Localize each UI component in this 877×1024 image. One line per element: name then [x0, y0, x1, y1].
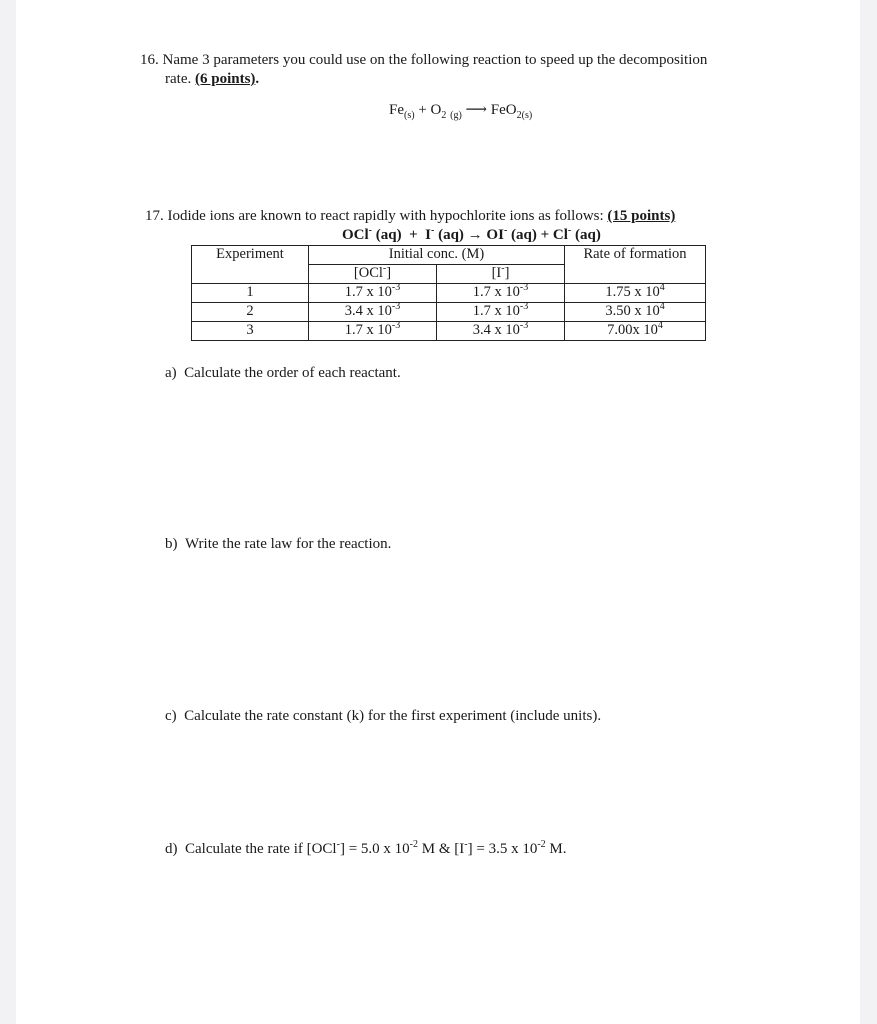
document-page [16, 0, 860, 1024]
cell-rate-exp: 4 [659, 301, 665, 313]
cell-i [437, 284, 565, 303]
cell-ocl [309, 322, 437, 341]
part-d-charge2: - [464, 839, 468, 850]
q17-points: (15 points) [607, 208, 676, 224]
cell-ocl-value: 1.7 x 10 [344, 322, 392, 338]
table-row [192, 303, 706, 322]
q16-period: . [255, 71, 260, 87]
part-a-label: a) [165, 365, 177, 381]
table-header-row [192, 246, 706, 265]
part-c-text: Calculate the rate constant (k) for the first experiment (include units). [184, 708, 602, 724]
cell-ocl-exp: -3 [391, 282, 401, 294]
subheader-i-text: [I [491, 265, 502, 281]
cell-i [437, 303, 565, 322]
q17-intro [145, 208, 675, 225]
cell-ocl-exp: -3 [391, 320, 401, 332]
cell-i-exp: -3 [519, 282, 529, 294]
part-d-text2: ] = 5.0 x 10 [339, 841, 410, 857]
cell-ocl-exp: -3 [391, 301, 401, 313]
eq16-fe: Fe [389, 102, 404, 118]
eq16-o2-sub: 2 [441, 110, 447, 121]
eq16-arrow: ⟶ [465, 102, 488, 118]
cell-rate-value: 1.75 x 10 [605, 284, 660, 300]
kinetics-table [191, 245, 706, 341]
eq17-oi: OI [482, 227, 504, 243]
part-d-text5: M. [545, 841, 567, 857]
eq16-product: FeO [490, 102, 517, 118]
cell-exp: 2 [192, 303, 309, 322]
part-d-text3: M & [I [418, 841, 465, 857]
q16-line1 [140, 52, 707, 69]
eq16-o2-state: (g) [450, 110, 462, 121]
eq17-cl-state: (aq) [571, 227, 601, 243]
subheader-blank [192, 265, 309, 284]
header-rate: Rate of formation [565, 246, 706, 265]
subheader-i-charge: - [501, 263, 505, 275]
cell-i-value: 1.7 x 10 [472, 303, 520, 319]
eq17-ocl-charge: - [368, 225, 373, 236]
q16-points: (6 points) [194, 71, 256, 87]
eq17-cl-charge: - [567, 225, 572, 236]
cell-rate [565, 322, 706, 341]
cell-rate [565, 284, 706, 303]
subheader-ocl-charge: - [382, 263, 387, 275]
q16-number: 16. [140, 52, 159, 68]
part-d-text4: ] = 3.5 x 10 [467, 841, 538, 857]
part-c-label: c) [165, 708, 177, 724]
eq17-ocl-state: (aq) + I [372, 227, 431, 243]
part-d-exp1: -2 [409, 839, 419, 850]
table-row [192, 284, 706, 303]
eq17-oi-state: (aq) + Cl [507, 227, 568, 243]
cell-ocl-value: 1.7 x 10 [344, 284, 392, 300]
table-row [192, 322, 706, 341]
q16-equation [389, 102, 532, 119]
eq17-i-charge: - [430, 225, 435, 236]
cell-rate [565, 303, 706, 322]
eq16-o2: + O [418, 102, 442, 118]
cell-i-value: 1.7 x 10 [472, 284, 520, 300]
subheader-ocl-close: ] [386, 265, 392, 281]
part-d-charge1: - [336, 839, 340, 850]
part-b-label: b) [165, 536, 178, 552]
part-b-text: Write the rate law for the reaction. [185, 536, 392, 552]
cell-i-exp: -3 [519, 301, 529, 313]
q17-equation [342, 227, 601, 244]
part-c [165, 708, 601, 725]
cell-i [437, 322, 565, 341]
part-d-exp2: -2 [537, 839, 546, 850]
q17-intro-text: Iodide ions are known to react rapidly with hypochlorite ions as follows: [167, 208, 604, 224]
cell-i-value: 3.4 x 10 [472, 322, 520, 338]
q17-number: 17. [145, 208, 164, 224]
part-a-text: Calculate the order of each reactant. [184, 365, 401, 381]
subheader-i-close: ] [504, 265, 510, 281]
cell-rate-exp: 4 [657, 320, 663, 332]
subheader-ocl [309, 265, 437, 284]
cell-exp: 3 [192, 322, 309, 341]
cell-ocl [309, 284, 437, 303]
cell-ocl-value: 3.4 x 10 [344, 303, 392, 319]
cell-ocl [309, 303, 437, 322]
part-b [165, 536, 391, 553]
cell-rate-exp: 4 [659, 282, 665, 294]
part-a [165, 365, 401, 382]
eq17-arrow: → [467, 227, 483, 243]
header-experiment: Experiment [192, 246, 309, 265]
subheader-blank-rate [565, 265, 706, 284]
cell-rate-value: 3.50 x 10 [605, 303, 660, 319]
eq16-product-sub: 2(s) [516, 110, 533, 121]
q16-text: Name 3 parameters you could use on the following reaction to speed up the decomposition [162, 52, 708, 68]
cell-exp: 1 [192, 284, 309, 303]
part-d-text1: Calculate the rate if [OCl [185, 841, 337, 857]
eq16-fe-state: (s) [404, 110, 415, 121]
part-d [165, 841, 567, 858]
eq17-ocl: OCl [342, 227, 369, 243]
header-initial-conc: Initial conc. (M) [309, 246, 565, 265]
subheader-i [437, 265, 565, 284]
subheader-ocl-text: [OCl [353, 265, 383, 281]
q16-rate-word: rate. [165, 71, 192, 87]
eq17-i-state: (aq) [434, 227, 468, 243]
eq17-oi-charge: - [503, 225, 508, 236]
q16-line2 [165, 71, 259, 88]
part-d-label: d) [165, 841, 178, 857]
cell-i-exp: -3 [519, 320, 529, 332]
table-subheader-row [192, 265, 706, 284]
cell-rate-value: 7.00x 10 [607, 322, 658, 338]
